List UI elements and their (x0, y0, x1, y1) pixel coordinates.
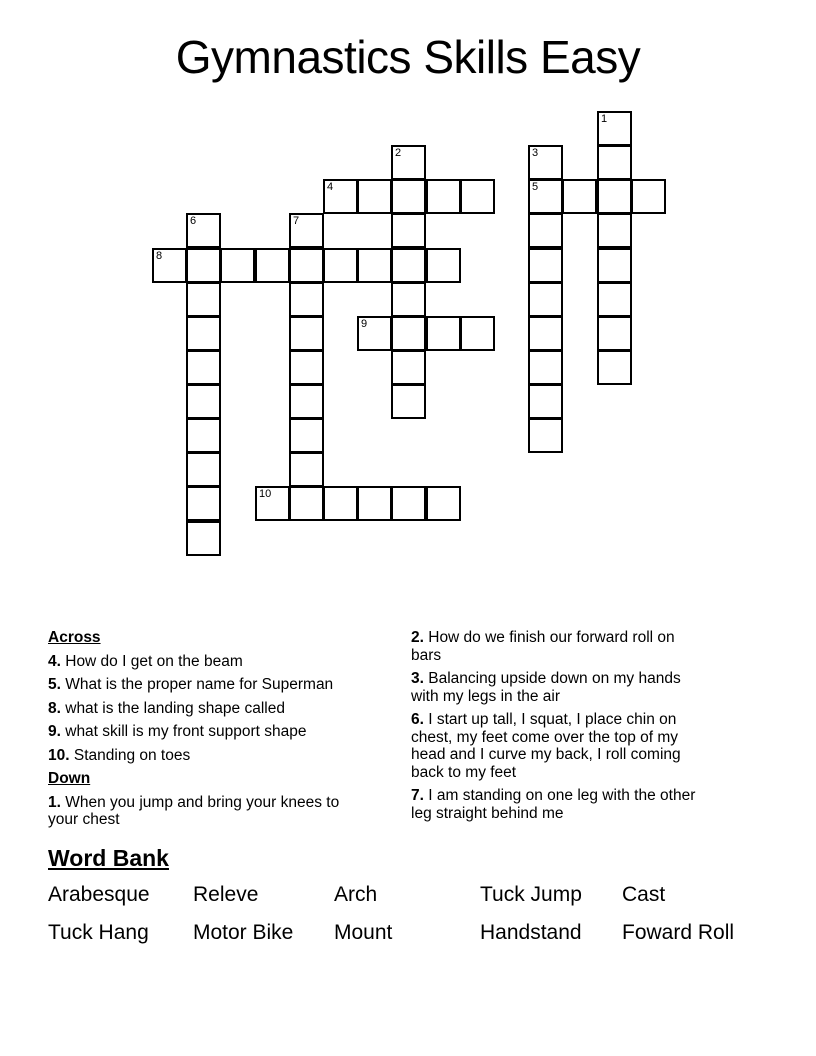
grid-cell (528, 282, 563, 317)
grid-cell (426, 179, 461, 214)
grid-cell (528, 145, 563, 180)
clue-number: 1. (48, 793, 61, 811)
word-bank-item: Tuck Hang (48, 921, 149, 944)
grid-cell (460, 179, 495, 214)
grid-cell (186, 316, 221, 351)
grid-cell (391, 486, 426, 521)
grid-cell (357, 248, 392, 283)
clue: 7. I am standing on one leg with the other leg straight behind me (411, 787, 696, 822)
grid-cell (289, 418, 324, 453)
grid-cell (597, 145, 632, 180)
cell-number: 6 (190, 215, 197, 227)
grid-cell (426, 486, 461, 521)
clues-column-left (48, 629, 340, 835)
cell-number: 5 (532, 181, 539, 193)
cell-number: 8 (156, 250, 163, 262)
grid-cell (597, 179, 632, 214)
grid-cell (528, 350, 563, 385)
clue: 10. Standing on toes (48, 746, 191, 764)
clue-number: 5. (48, 676, 61, 693)
grid-cell (597, 282, 632, 317)
grid-cell (597, 350, 632, 385)
word-bank-item: Foward Roll (622, 921, 735, 944)
grid-cell (391, 179, 426, 214)
page-title: Gymnastics Skills Easy (175, 31, 641, 83)
clue: 1. When you jump and bring your knees to your chest (48, 793, 340, 828)
grid-cell (426, 316, 461, 351)
word-bank-item: Motor Bike (193, 921, 294, 944)
word-bank-item: Handstand (480, 921, 582, 944)
grid-cell (289, 213, 324, 248)
grid-cell (562, 179, 597, 214)
word-bank-item: Arch (334, 883, 378, 906)
grid-cell (220, 248, 255, 283)
clue: 8. what is the landing shape called (48, 699, 285, 717)
grid-cell (289, 316, 324, 351)
word-bank-item: Cast (622, 883, 666, 906)
across-clue-list (48, 653, 340, 765)
grid-cell (289, 350, 324, 385)
clue: 3. Balancing upside down on my hands with my legs in the air (411, 670, 681, 705)
grid-cell (186, 452, 221, 487)
grid-cell (528, 384, 563, 419)
clue: 6. I start up tall, I squat, I place chin on chest, my feet come over the top of my head and I curve my back, I roll coming back to my feet (411, 711, 681, 781)
grid-cell (597, 213, 632, 248)
clue-number: 3. (411, 670, 424, 687)
grid-cell (186, 384, 221, 419)
grid-cell (460, 316, 495, 351)
grid-cell (255, 248, 290, 283)
grid-cell (391, 350, 426, 385)
clue: 9. what skill is my front support shape (48, 723, 307, 740)
clue-number: 7. (411, 787, 424, 804)
cell-number: 4 (327, 181, 334, 193)
grid-cell (391, 248, 426, 283)
cell-number: 10 (259, 488, 272, 500)
word-bank-item: Arabesque (48, 883, 150, 906)
grid-cell (255, 486, 290, 521)
grid-cell (357, 486, 392, 521)
cell-number: 1 (601, 113, 608, 125)
cell-number: 3 (532, 147, 539, 159)
word-bank-item: Tuck Jump (480, 883, 582, 906)
down-header: Down (48, 770, 91, 787)
grid-cell (597, 248, 632, 283)
grid-cell (528, 418, 563, 453)
word-bank-item: Releve (193, 883, 259, 906)
grid-cell (323, 179, 358, 214)
grid-cell (597, 316, 632, 351)
grid-cell (391, 316, 426, 351)
grid-cell (186, 282, 221, 317)
grid-cell (528, 213, 563, 248)
grid-cell (186, 486, 221, 521)
grid-cell (289, 486, 324, 521)
clue: 5. What is the proper name for Superman (48, 676, 334, 693)
clue-number: 4. (48, 652, 61, 670)
across-header: Across (48, 629, 101, 646)
grid-cell (631, 179, 666, 214)
down-clue-list-right (411, 629, 703, 822)
grid-cell (186, 350, 221, 385)
grid-cell (528, 248, 563, 283)
grid-cell (186, 521, 221, 556)
clue-number: 8. (48, 699, 61, 717)
grid-cell (289, 452, 324, 487)
grid-cell (186, 213, 221, 248)
clue-number: 2. (411, 629, 424, 646)
clue-number: 9. (48, 723, 61, 740)
clue-number: 6. (411, 711, 424, 728)
grid-cell (152, 248, 187, 283)
grid-cell (186, 248, 221, 283)
grid-cell (597, 111, 632, 146)
grid-cell (289, 248, 324, 283)
cell-number: 7 (293, 215, 300, 227)
grid-cell (426, 248, 461, 283)
clues-column-right (411, 629, 703, 828)
clue-number: 10. (48, 746, 70, 764)
grid-cell (528, 179, 563, 214)
grid-cell (528, 316, 563, 351)
word-bank-item: Mount (334, 921, 393, 944)
cell-number: 2 (395, 147, 402, 159)
clue: 4. How do I get on the beam (48, 652, 243, 670)
cell-number: 9 (361, 318, 368, 330)
clue: 2. How do we finish our forward roll on bars (411, 629, 675, 664)
grid-cell (289, 282, 324, 317)
word-bank-section (48, 845, 788, 965)
grid-cell (391, 384, 426, 419)
grid-cell (391, 213, 426, 248)
down-clue-list-left (48, 794, 340, 829)
grid-cell (323, 248, 358, 283)
grid-cell (391, 282, 426, 317)
grid-cell (186, 418, 221, 453)
grid-cell (357, 316, 392, 351)
grid-cell (289, 384, 324, 419)
grid-cell (323, 486, 358, 521)
grid-cell (391, 145, 426, 180)
grid-cell (357, 179, 392, 214)
word-bank-title: Word Bank (48, 845, 169, 871)
